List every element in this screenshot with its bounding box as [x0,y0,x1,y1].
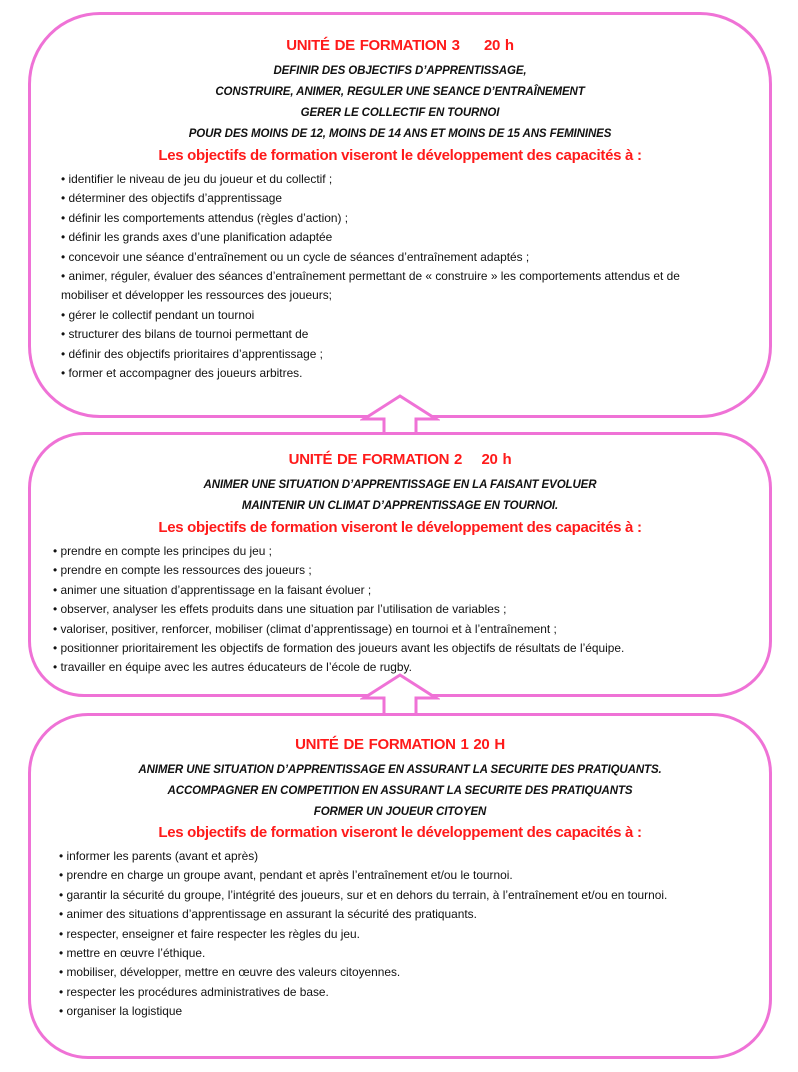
list-item: • définir les comportements attendus (règles d’action) ; [61,209,729,228]
list-item: • travailler en équipe avec les autres éducateurs de l’école de rugby. [53,658,749,677]
list-item: • animer, réguler, évaluer des séances d’entraînement permettant de « construire » les comportements attendus et de mobiliser et développer les ressources des joueurs; [61,267,729,306]
unit-1-subtitle: ACCOMPAGNER EN COMPETITION EN ASSURANT LA SECURITE DES PRATIQUANTS [167,785,633,797]
unit-1-objectives-list [59,847,727,1022]
list-item: • définir des objectifs prioritaires d’apprentissage ; [61,345,729,364]
unit-1-subtitle: ANIMER UNE SITUATION D’APPRENTISSAGE EN ASSURANT LA SECURITE DES PRATIQUANTS. [138,764,662,776]
unit-3-subtitle: CONSTRUIRE, ANIMER, REGULER UNE SEANCE D’ENTRAÎNEMENT [215,86,585,98]
unit-3-capacities-intro: Les objectifs de formation viseront le développement des capacités à : [158,147,642,164]
unit-1-subtitle: FORMER UN JOUEUR CITOYEN [313,806,487,818]
unit-1-heading: UNITÉ DE FORMATION 1 20 H [295,736,505,753]
unit-3-box [28,12,772,418]
list-item: • structurer des bilans de tournoi permettant de [61,325,729,344]
list-item: • valoriser, positiver, renforcer, mobiliser (climat d’apprentissage) en tournoi et à l’entraînement ; [53,620,749,639]
list-item: • prendre en compte les principes du jeu ; [53,542,749,561]
unit-2-heading: UNITÉ DE FORMATION 2 20 h [288,451,512,468]
unit-2-objectives-list [53,542,749,678]
list-item: • prendre en charge un groupe avant, pendant et après l’entraînement et/ou le tournoi. [59,866,727,885]
list-item: • animer une situation d’apprentissage en la faisant évoluer ; [53,581,749,600]
list-item: • respecter, enseigner et faire respecter les règles du jeu. [59,925,727,944]
list-item: • former et accompagner des joueurs arbitres. [61,364,729,383]
unit-1-box [28,713,772,1059]
list-item: • organiser la logistique [59,1002,727,1021]
unit-3-subtitle: GERER LE COLLECTIF EN TOURNOI [300,107,500,119]
unit-3-objectives-list [61,170,729,383]
list-item: • gérer le collectif pendant un tournoi [61,306,729,325]
unit-2-subtitle: MAINTENIR UN CLIMAT D’APPRENTISSAGE EN TOURNOI. [241,500,559,512]
unit-2-capacities-intro: Les objectifs de formation viseront le développement des capacités à : [158,519,642,536]
unit-3-subtitle: DEFINIR DES OBJECTIFS D’APPRENTISSAGE, [273,65,527,77]
list-item: • observer, analyser les effets produits dans une situation par l’utilisation de variables ; [53,600,749,619]
list-item: • animer des situations d’apprentissage en assurant la sécurité des pratiquants. [59,905,727,924]
list-item: • respecter les procédures administratives de base. [59,983,727,1002]
unit-3-heading: UNITÉ DE FORMATION 3 20 h [286,37,514,54]
unit-2-box [28,432,772,697]
unit-1-capacities-intro: Les objectifs de formation viseront le développement des capacités à : [158,824,642,841]
list-item: • concevoir une séance d’entraînement ou un cycle de séances d’entraînement adaptés ; [61,248,729,267]
list-item: • informer les parents (avant et après) [59,847,727,866]
list-item: • garantir la sécurité du groupe, l’intégrité des joueurs, sur et en dehors du terrain, à l’entraînement et/ou en tournoi. [59,886,727,905]
unit-3-subtitle: POUR DES MOINS DE 12, MOINS DE 14 ANS ET MOINS DE 15 ANS FEMININES [188,128,612,140]
list-item: • mettre en œuvre l’éthique. [59,944,727,963]
list-item: • définir les grands axes d’une planification adaptée [61,228,729,247]
list-item: • prendre en compte les ressources des joueurs ; [53,561,749,580]
list-item: • identifier le niveau de jeu du joueur et du collectif ; [61,170,729,189]
list-item: • déterminer des objectifs d’apprentissage [61,189,729,208]
list-item: • mobiliser, développer, mettre en œuvre des valeurs citoyennes. [59,963,727,982]
unit-2-subtitle: ANIMER UNE SITUATION D’APPRENTISSAGE EN LA FAISANT EVOLUER [203,479,597,491]
list-item: • positionner prioritairement les objectifs de formation des joueurs avant les objectifs de résultats de l’équipe. [53,639,749,658]
